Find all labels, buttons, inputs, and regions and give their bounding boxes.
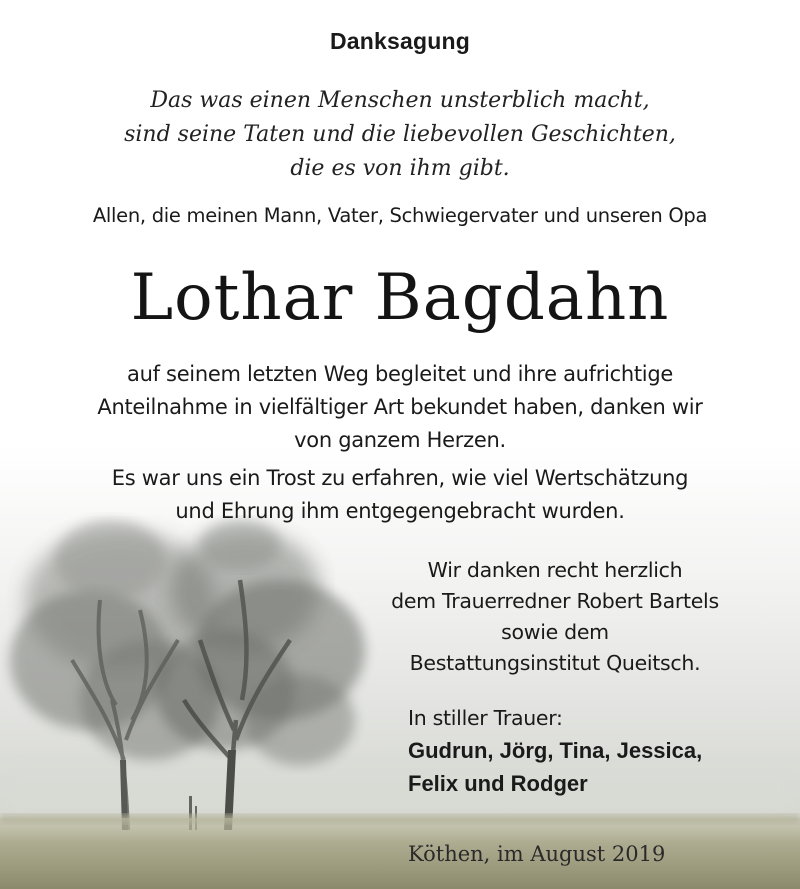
body-line: Es war uns ein Trost zu erfahren, wie viel Wertschätzung (111, 466, 689, 490)
body-line: und Ehrung ihm entgegengebracht wurden. (175, 499, 625, 523)
body-line: von ganzem Herzen. (294, 428, 506, 452)
place-and-date: Köthen, im August 2019 (408, 842, 666, 866)
quote-line: die es von ihm gibt. (290, 156, 510, 181)
special-thanks (360, 555, 750, 679)
thanks-line: Wir danken recht herzlich (427, 558, 683, 582)
thanks-line: sowie dem (501, 620, 609, 644)
heading-title: Danksagung (329, 28, 471, 54)
mourners-names (408, 734, 702, 800)
deceased-name: Lothar Bagdahn (130, 261, 670, 335)
body-paragraph-1 (0, 358, 800, 457)
quote-line: sind seine Taten und die liebevollen Geschichten, (124, 122, 676, 147)
body-line: auf seinem letzten Weg begleitet und ihre aufrichtige (127, 362, 673, 386)
quote-line: Das was einen Menschen unsterblich macht, (150, 88, 650, 113)
mourners-block (408, 702, 702, 800)
body-line: Anteilnahme in vielfältiger Art bekundet haben, danken wir (97, 395, 703, 419)
meadow (0, 818, 800, 889)
mourners-names-line: Felix und Rodger (408, 771, 588, 796)
body-paragraph-2 (0, 462, 800, 528)
intro-line: Allen, die meinen Mann, Vater, Schwiegervater und unseren Opa (92, 204, 708, 227)
thanks-line: Bestattungsinstitut Queitsch. (409, 651, 701, 675)
thanks-line: dem Trauerredner Robert Bartels (391, 589, 719, 613)
mourners-names-line: Gudrun, Jörg, Tina, Jessica, (408, 738, 703, 763)
mourners-label: In stiller Trauer: (408, 706, 563, 730)
memorial-quote (0, 84, 800, 186)
